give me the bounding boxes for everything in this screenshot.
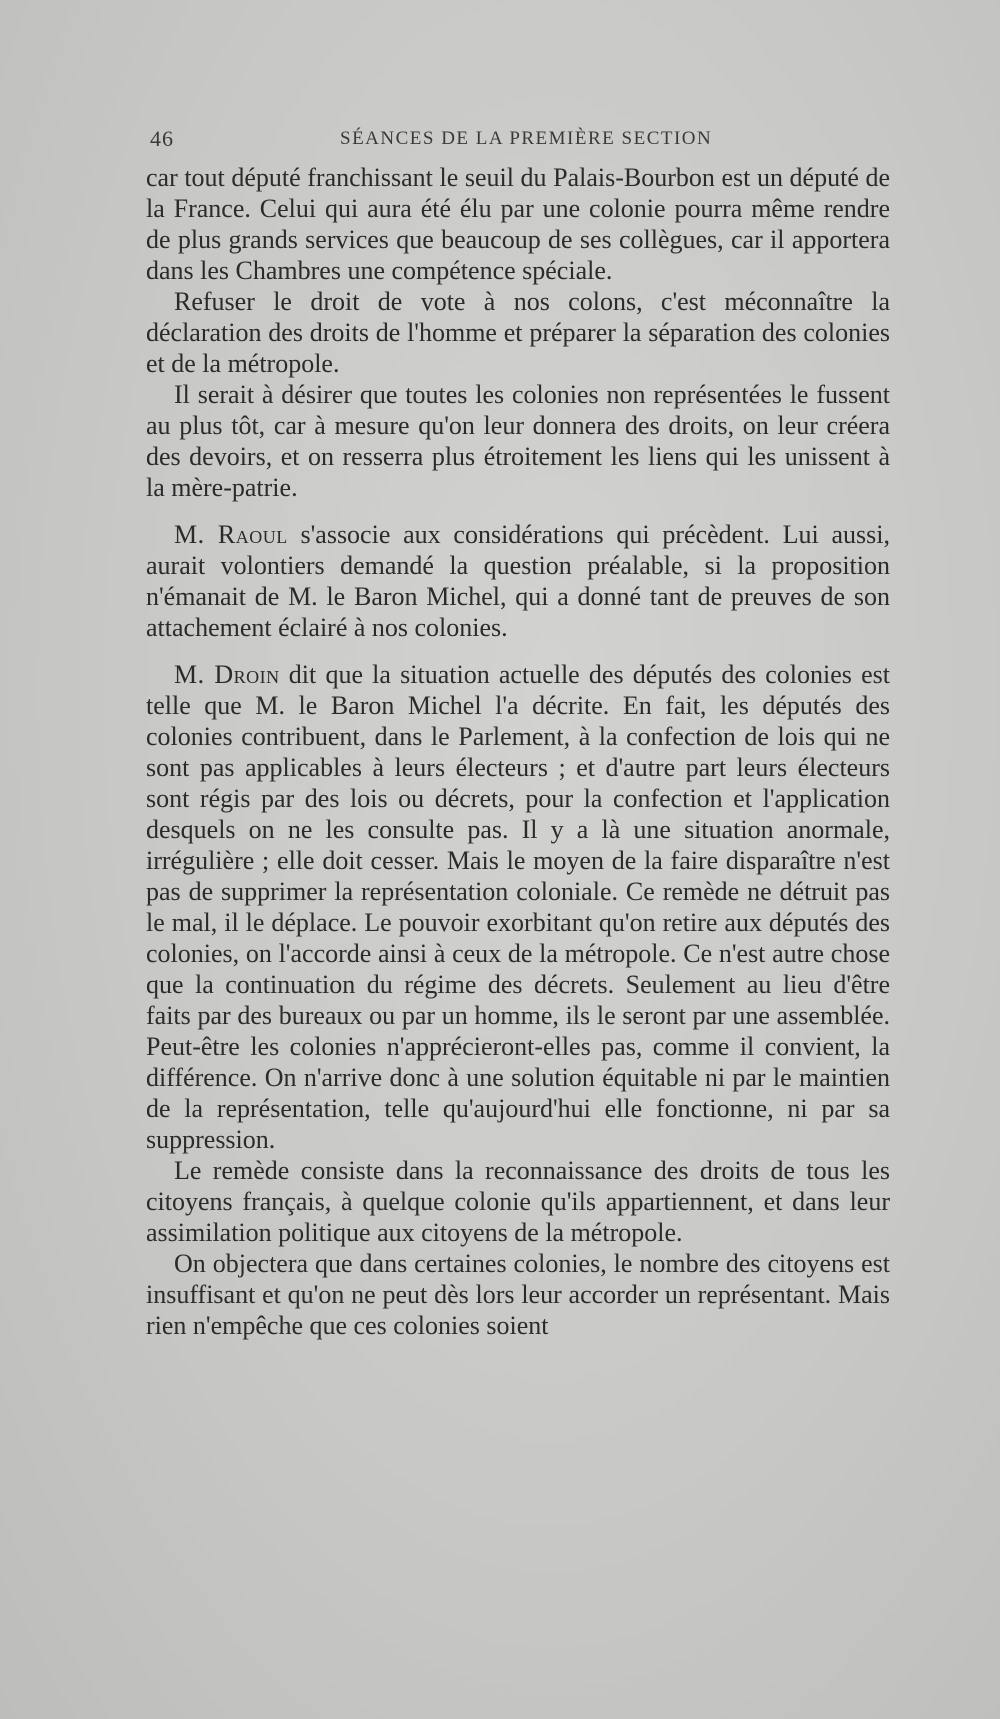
paragraph-text: Le remède consiste dans la reconnaissance des droits de tous les citoyens français, à quelque colonie qu'ils appartiennent, et dans leur assimilation politique aux citoyens de la métropole.: [146, 1156, 890, 1247]
paragraph: [146, 286, 890, 379]
paragraph-text: On objectera que dans certaines colonies, le nombre des citoyens est insuffisant et qu'on ne peut dès lors leur accorder un représentant. Mais rien n'empêche que ces colonies soient: [146, 1249, 890, 1340]
paragraph: [146, 379, 890, 503]
page-number: 46: [150, 126, 174, 151]
speaker-name: M. Droin: [174, 660, 280, 689]
running-head: SÉANCES DE LA PREMIÈRE SECTION: [340, 128, 713, 149]
paragraph-text: Il serait à désirer que toutes les colonies non représentées le fussent au plus tôt, car à mesure qu'on leur donnera des droits, on leur créera des devoirs, et on resserra plus étroitement les liens qui les unissent à la mère-patrie.: [146, 380, 890, 502]
paragraph: [146, 1248, 890, 1341]
paragraph: [146, 1155, 890, 1248]
speech-paragraph: [146, 659, 890, 1155]
body-text: [146, 162, 890, 1341]
page-header: [150, 126, 886, 156]
paragraph-text: dit que la situation actuelle des députés des colonies est telle que M. le Baron Michel l'a décrite. En fait, les députés des colonies contribuent, dans le Parlement, à la confection de lois qui ne sont pas applicables à leurs électeurs ; et d'autre part leurs électeurs sont régis par des lois ou décrets, pour la confection et l'application desquels on ne les consulte pas. Il y a là une situation anormale, irrégulière ; elle doit cesser. Mais le moyen de la faire disparaître n'est pas de supprimer la représentation coloniale. Ce remède ne détruit pas le mal, il le déplace. Le pouvoir exorbitant qu'on retire aux députés des colonies, on l'accorde ainsi à ceux de la métropole. Ce n'est autre chose que la continuation du régime des décrets. Seulement au lieu d'être faits par des bureaux ou par un homme, ils le seront par une assemblée. Peut-être les colonies n'apprécieront-elles pas, comme il convient, la différence. On n'arrive donc à une solution équitable ni par le maintien de la représentation, telle qu'aujourd'hui elle fonctionne, ni par sa suppression.: [146, 660, 890, 1154]
paragraph-text: s'associe aux considérations qui précèdent. Lui aussi, aurait volontiers demandé la question préalable, si la proposition n'émanait de M. le Baron Michel, qui a donné tant de preuves de son attachement éclairé à nos colonies.: [146, 520, 891, 642]
speech-paragraph: [146, 519, 890, 643]
speaker-name: M. Raoul: [174, 520, 288, 549]
paragraph: [146, 162, 890, 286]
paragraph-text: Refuser le droit de vote à nos colons, c'est méconnaître la déclaration des droits de l'homme et préparer la séparation des colonies et de la métropole.: [146, 287, 890, 378]
paragraph-text: car tout député franchissant le seuil du Palais-Bourbon est un député de la France. Celui qui aura été élu par une colonie pourra même rendre de plus grands services que beaucoup de ses collègues, car il apportera dans les Chambres une compétence spéciale.: [146, 163, 890, 285]
